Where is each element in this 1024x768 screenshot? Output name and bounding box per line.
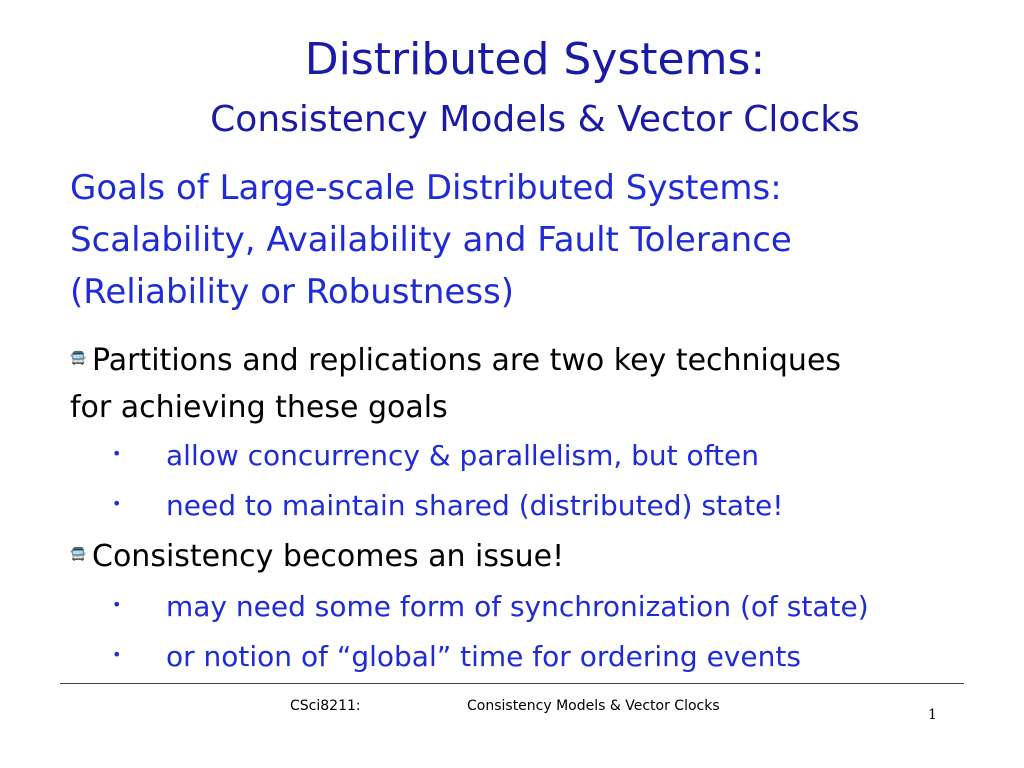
bullet-item xyxy=(70,534,970,581)
footer-course: CSci8211: xyxy=(290,698,361,714)
bus-icon: 🚍 xyxy=(70,546,87,562)
slide-title: Distributed Systems: xyxy=(304,34,766,85)
bullet-dot: • xyxy=(112,645,122,664)
bullet-dot: • xyxy=(112,444,122,463)
sub-bullet-item xyxy=(112,637,801,678)
bullet-text: for achieving these goals xyxy=(70,389,448,425)
sub-bullet-item xyxy=(112,436,759,477)
bus-icon: 🚍 xyxy=(70,350,87,366)
sub-bullet-item xyxy=(112,486,784,527)
sub-bullet-text: or notion of “global” time for ordering events xyxy=(166,640,801,673)
goals-heading xyxy=(70,162,970,318)
sub-bullet-text: need to maintain shared (distributed) state! xyxy=(166,489,784,522)
slide-subtitle: Consistency Models & Vector Clocks xyxy=(210,99,860,140)
bullet-dot: • xyxy=(112,494,122,513)
bullet-text: Consistency becomes an issue! xyxy=(92,539,565,574)
goals-line: Goals of Large-scale Distributed Systems: xyxy=(70,168,782,208)
sub-bullet-text: may need some form of synchronization (of state) xyxy=(166,590,869,623)
footer-topic: Consistency Models & Vector Clocks xyxy=(467,698,720,714)
footer-divider xyxy=(60,683,964,684)
goals-line: Scalability, Availability and Fault Tolerance xyxy=(70,220,792,260)
goals-line: (Reliability or Robustness) xyxy=(70,272,515,312)
bullet-item xyxy=(70,338,970,431)
sub-bullet-text: allow concurrency & parallelism, but often xyxy=(166,439,760,472)
bullet-dot: • xyxy=(112,595,122,614)
sub-bullet-item xyxy=(112,587,869,628)
bullet-text: Partitions and replications are two key techniques xyxy=(92,343,842,378)
page-number: 1 xyxy=(928,707,937,723)
